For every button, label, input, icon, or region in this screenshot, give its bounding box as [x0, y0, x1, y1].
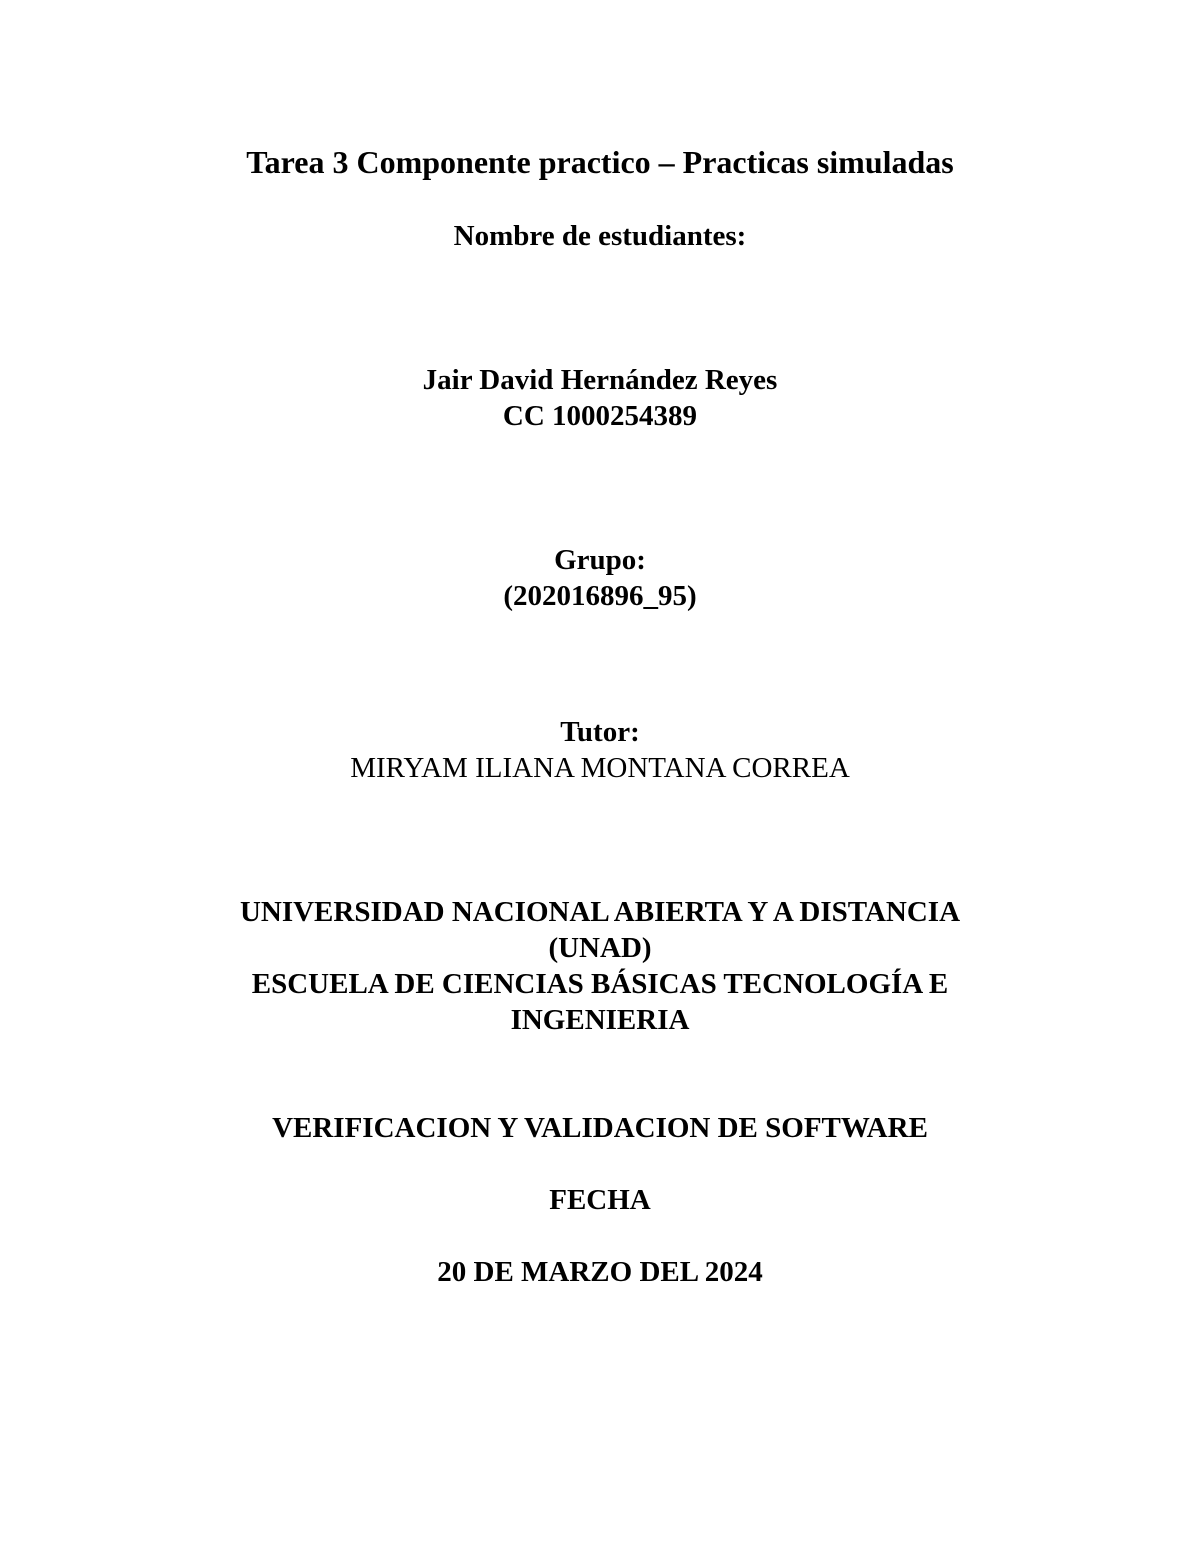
date-value: 20 DE MARZO DEL 2024 — [437, 1256, 763, 1288]
university-name: UNIVERSIDAD NACIONAL ABIERTA Y A DISTANCIA — [239, 896, 961, 928]
student-name: Jair David Hernández Reyes — [422, 364, 778, 396]
school-name: ESCUELA DE CIENCIAS BÁSICAS TECNOLOGÍA E — [251, 968, 949, 1000]
university-acronym: (UNAD) — [548, 932, 652, 964]
tutor-name: MIRYAM ILIANA MONTANA CORREA — [350, 752, 850, 784]
date-label: FECHA — [549, 1184, 651, 1216]
group-label: Grupo: — [554, 544, 646, 576]
students-label: Nombre de estudiantes: — [453, 220, 747, 252]
tutor-label: Tutor: — [560, 716, 640, 748]
document-title: Tarea 3 Componente practico – Practicas simuladas — [246, 144, 954, 180]
student-id: CC 1000254389 — [502, 400, 698, 432]
course-name: VERIFICACION Y VALIDACION DE SOFTWARE — [272, 1112, 928, 1144]
school-name-continued: INGENIERIA — [510, 1004, 690, 1036]
group-code: (202016896_95) — [503, 580, 697, 612]
